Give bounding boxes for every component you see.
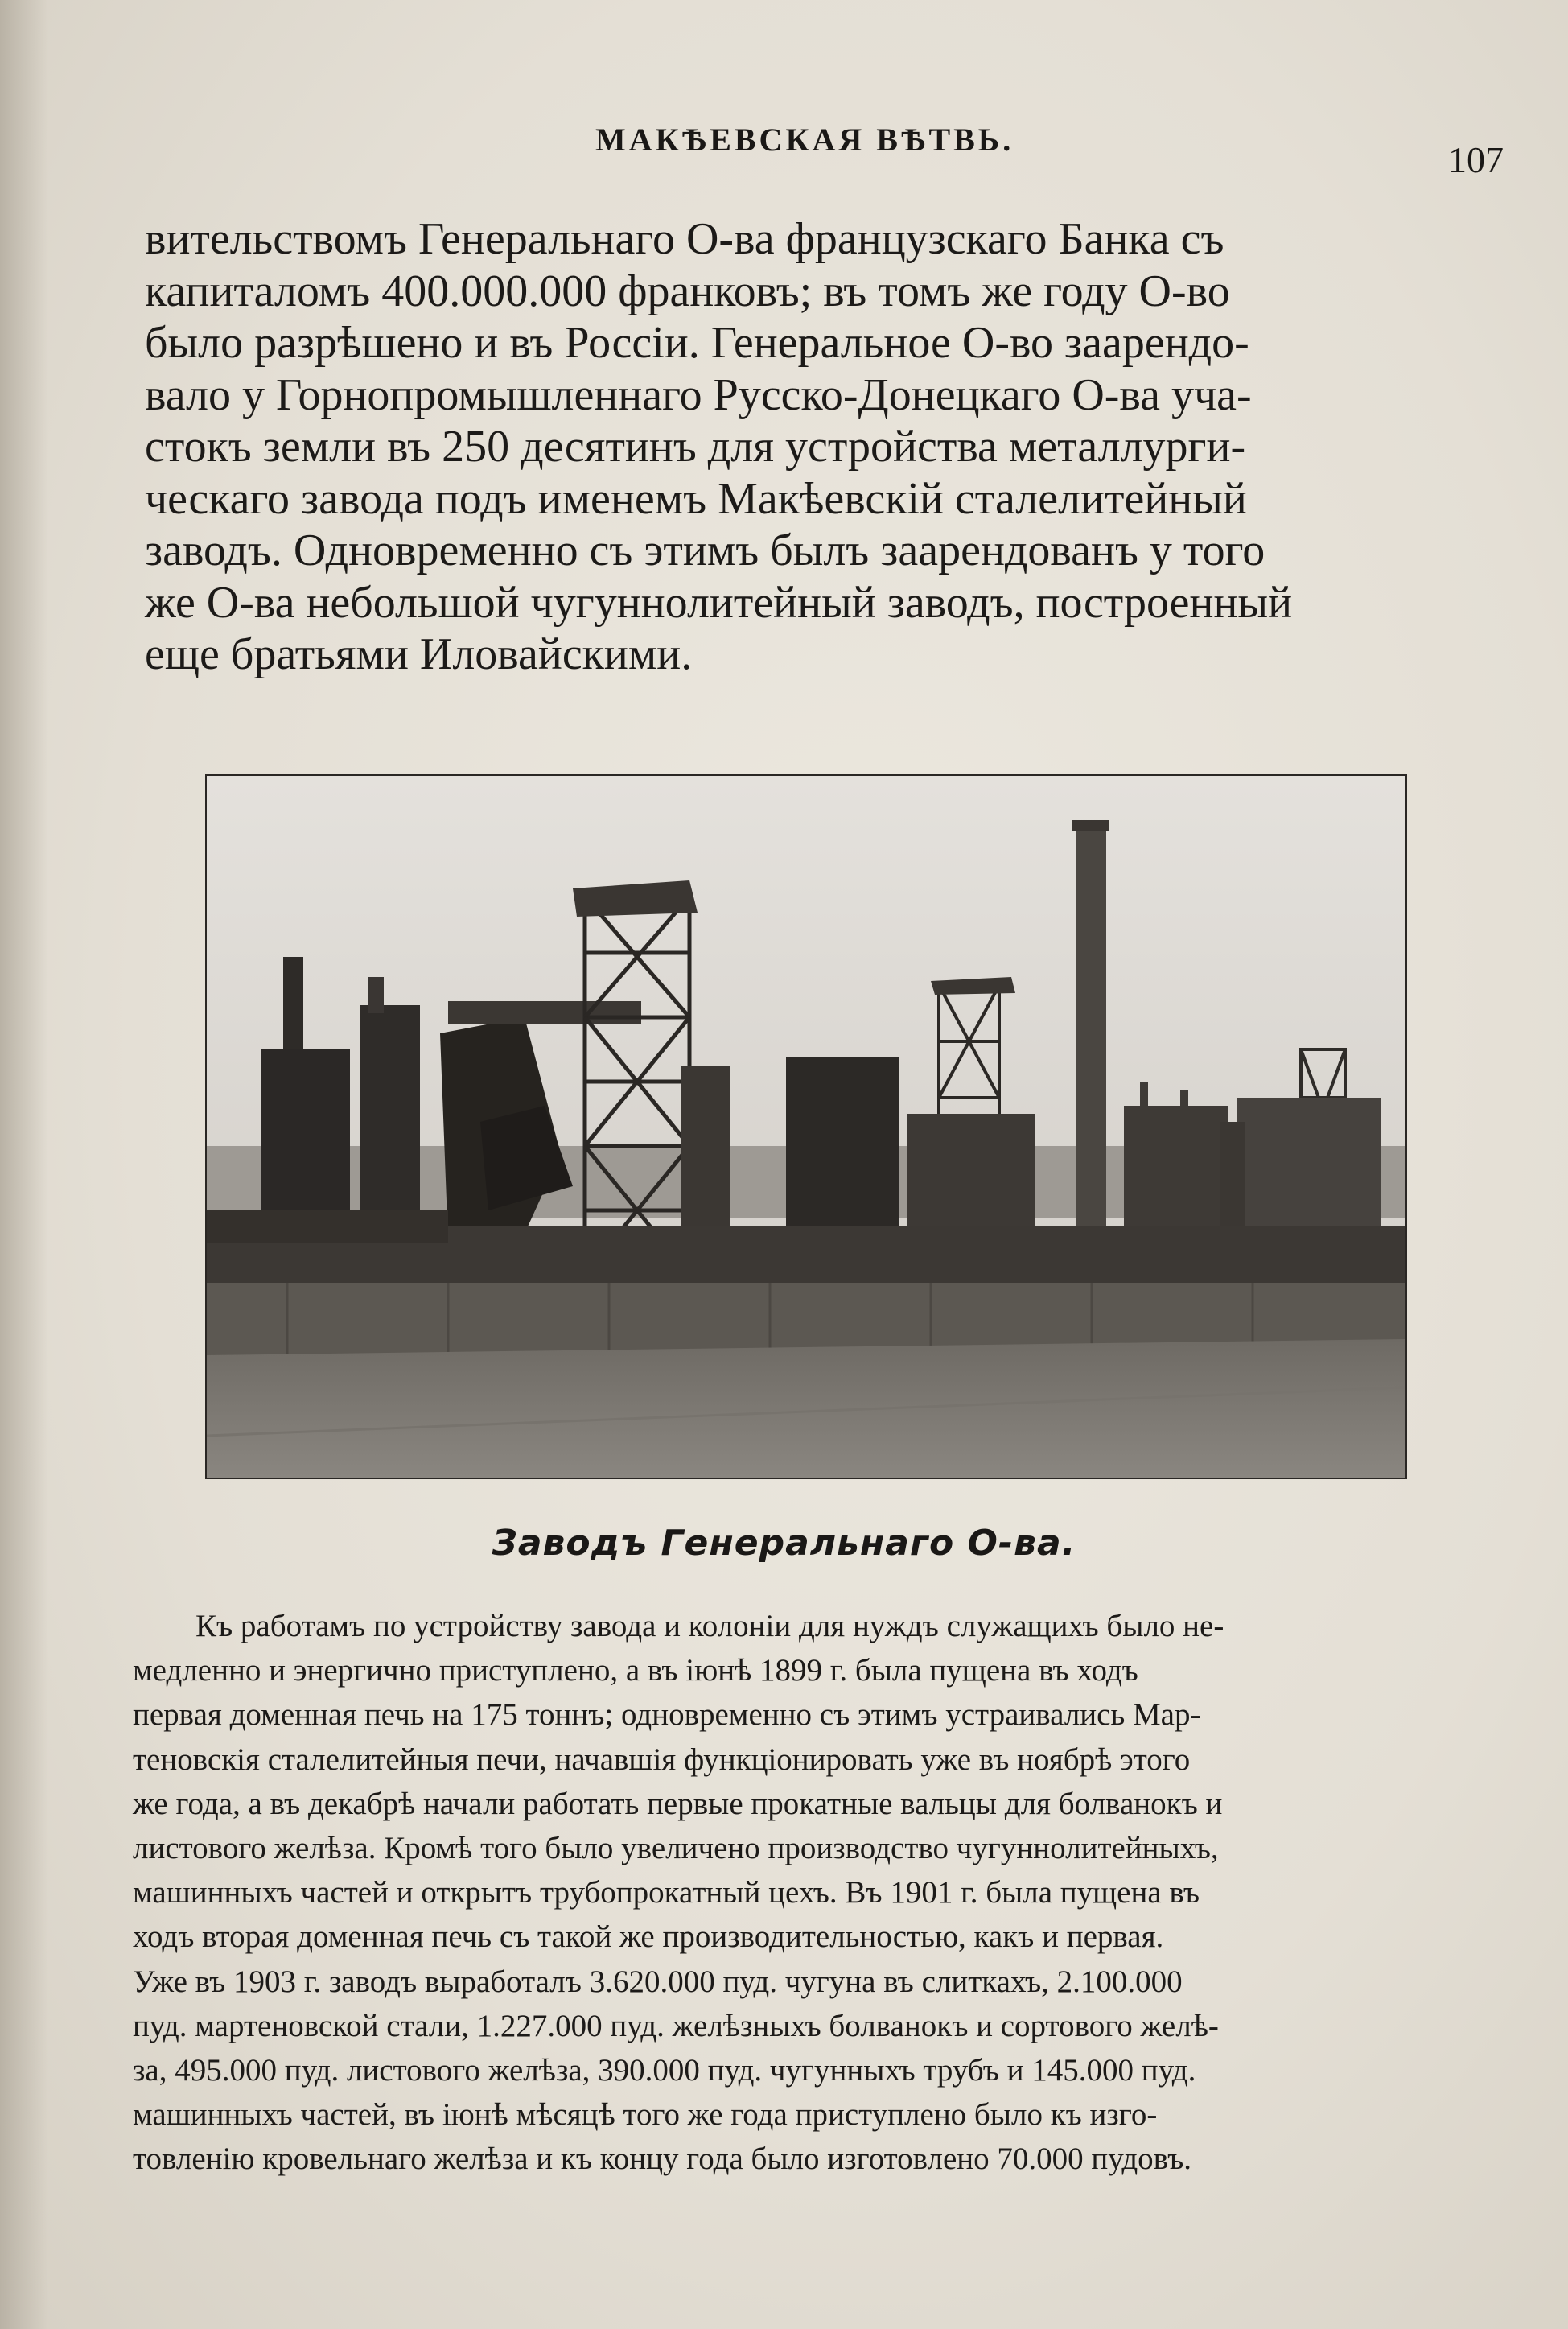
- text-line: товленію кровельнаго желѣза и къ концу года было изготовлено 70.000 пудовъ.: [133, 2141, 1192, 2177]
- text-line: теновскія сталелитейныя печи, начавшія функціонировать уже въ ноябрѣ этого: [133, 1742, 1191, 1777]
- text-line: машинныхъ частей и открытъ трубопрокатный цехъ. Въ 1901 г. была пущена въ: [133, 1875, 1200, 1911]
- page-number: 107: [1448, 139, 1504, 180]
- paragraph-large-type: [145, 213, 1504, 681]
- text-line: за, 495.000 пуд. листового желѣза, 390.000 пуд. чугунныхъ трубъ и 145.000 пуд.: [133, 2053, 1196, 2088]
- paragraph-small-type: [133, 1604, 1500, 2182]
- text-line: же года, а въ декабрѣ начали работать первые прокатные вальцы для болванокъ и: [133, 1786, 1223, 1821]
- text-line: заводъ. Одновременно съ этимъ былъ заарендованъ у того: [145, 526, 1266, 575]
- text-line: Уже въ 1903 г. заводъ выработалъ 3.620.000 пуд. чугуна въ слиткахъ, 2.100.000: [133, 1964, 1183, 1999]
- text-line: же О-ва небольшой чугуннолитейный заводъ, построенный: [145, 577, 1293, 628]
- text-line: было разрѣшено и въ Россіи. Генеральное О-во заарендо-: [145, 318, 1249, 368]
- factory-photograph: [205, 774, 1407, 1479]
- text-line: стокъ земли въ 250 десятинъ для устройства металлурги-: [145, 422, 1246, 472]
- text-line: первая доменная печь на 175 тоннъ; одновременно съ этимъ устраивались Мар-: [133, 1697, 1201, 1733]
- text-line: листового желѣза. Кромѣ того было увеличено производство чугуннолитейныхъ,: [133, 1831, 1219, 1866]
- text-line: капиталомъ 400.000.000 франковъ; въ томъ же году О-во: [145, 266, 1230, 316]
- text-line: ходъ вторая доменная печь съ такой же производительностью, какъ и первая.: [133, 1919, 1164, 1955]
- text-line: машинныхъ частей, въ іюнѣ мѣсяцѣ того же года приступлено было къ изго-: [133, 2097, 1158, 2133]
- text-line: медленно и энергично приступлено, а въ іюнѣ 1899 г. была пущена въ ходъ: [133, 1653, 1138, 1688]
- factory-photograph-image: [207, 776, 1405, 1478]
- text-line: вало у Горнопромышленнаго Русско-Донецкаго О-ва уча-: [145, 369, 1252, 420]
- text-line: Къ работамъ по устройству завода и колоніи для нуждъ служащихъ было не-: [195, 1609, 1224, 1643]
- running-head: МАКѢЕВСКАЯ ВѢТВЬ.: [595, 122, 1014, 158]
- text-line: пуд. мартеновской стали, 1.227.000 пуд. желѣзныхъ болванокъ и сортового желѣ-: [133, 2008, 1219, 2043]
- text-line: ческаго завода подъ именемъ Макѣевскій сталелитейный: [145, 473, 1247, 524]
- text-line: вительствомъ Генеральнаго О-ва французскаго Банка съ: [145, 214, 1224, 264]
- text-line: еще братьями Иловайскими.: [145, 629, 693, 679]
- page-gutter-shadow: [0, 0, 48, 2329]
- figure-caption: Заводъ Генеральнаго О-ва.: [492, 1523, 1076, 1564]
